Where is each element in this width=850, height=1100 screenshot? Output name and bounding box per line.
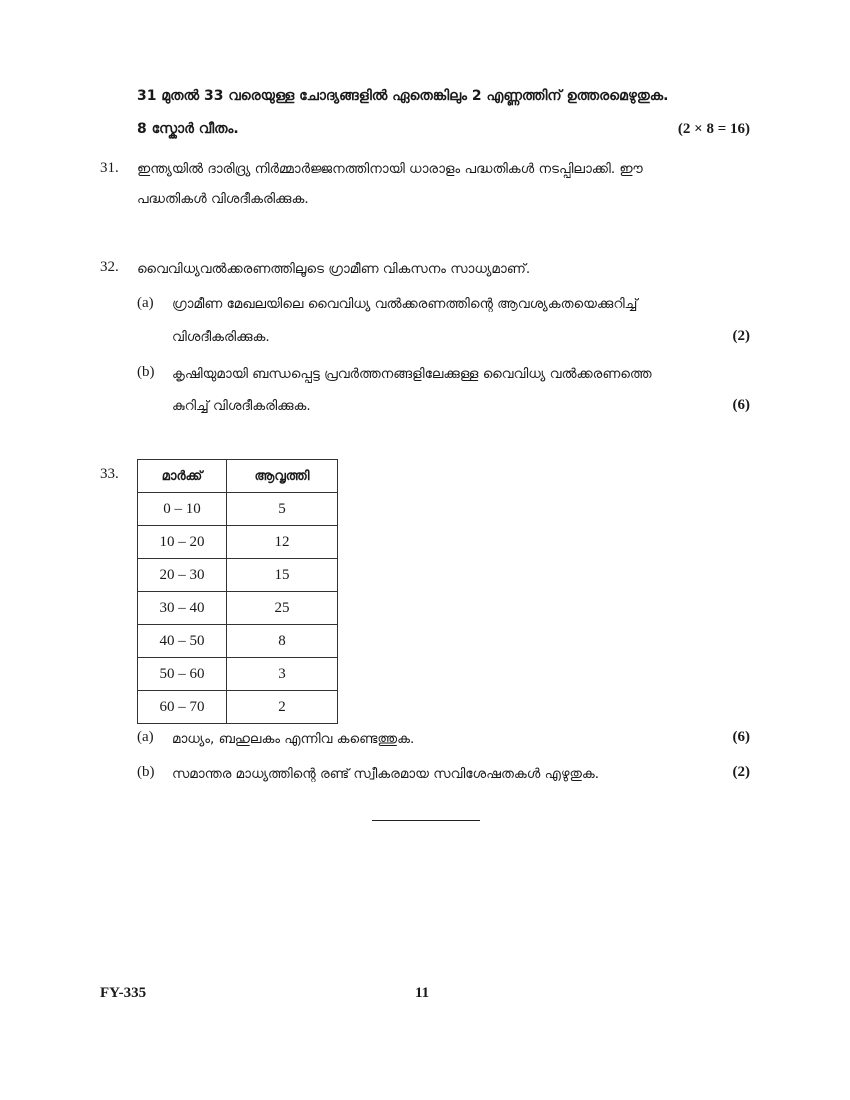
question-32-number: 32.	[100, 259, 119, 275]
table-cell-class: 10 – 20	[138, 526, 227, 559]
question-32a-marks: (2)	[732, 328, 750, 344]
table-row	[138, 592, 338, 625]
question-32b-line1: കൃഷിയുമായി ബന്ധപ്പെട്ട പ്രവർത്തനങ്ങളിലേക്കുള്ള വൈവിധ്യ വൽക്കരണത്തെ	[172, 366, 652, 382]
table-row	[138, 691, 338, 724]
table-row	[138, 493, 338, 526]
question-33b-marks: (2)	[732, 764, 750, 780]
table-cell-frequency: 5	[227, 493, 338, 526]
instructions-line1: 31 മുതൽ 33 വരെയുള്ള ചോദ്യങ്ങളിൽ ഏതെങ്കിലും 2 എണ്ണത്തിന് ഉത്തരമെഴുതുക.	[137, 88, 669, 104]
table-cell-class: 20 – 30	[138, 559, 227, 592]
question-32a-line2: വിശദീകരിക്കുക.	[172, 329, 270, 345]
table-row	[138, 625, 338, 658]
table-row	[138, 658, 338, 691]
page-number: 11	[415, 985, 430, 1001]
table-cell-frequency: 25	[227, 592, 338, 625]
question-33a-text: മാധ്യം, ബഹുലകം എന്നിവ കണ്ടെത്തുക.	[172, 731, 415, 747]
question-32b-label: (b)	[137, 364, 155, 380]
question-32-stem: വൈവിധ്യവൽക്കരണത്തിലൂടെ ഗ്രാമീണ വികസനം സാധ്യമാണ്.	[137, 261, 531, 277]
instructions-marks: (2 × 8 = 16)	[677, 121, 750, 137]
question-32a-label: (a)	[137, 295, 154, 311]
question-32b-marks: (6)	[732, 397, 750, 413]
table-header-frequency: ആവൃത്തി	[227, 460, 338, 493]
table-cell-frequency: 12	[227, 526, 338, 559]
question-32a-line1: ഗ്രാമീണ മേഖലയിലെ വൈവിധ്യ വൽക്കരണത്തിന്റെ ആവശ്യകതയെക്കുറിച്ച്	[172, 296, 638, 312]
question-33b-text: സമാന്തര മാധ്യത്തിന്റെ രണ്ട് സ്വീകരമായ സവിശേഷതകൾ എഴുതുക.	[172, 766, 600, 782]
table-row	[138, 559, 338, 592]
question-31-line1: ഇന്ത്യയിൽ ദാരിദ്ര്യ നിർമ്മാർജ്ജനത്തിനായി ധാരാളം പദ്ധതികൾ നടപ്പിലാക്കി. ഈ	[137, 161, 643, 177]
question-33a-marks: (6)	[732, 729, 750, 745]
question-33a-label: (a)	[137, 729, 154, 745]
question-32b-line2: കുറിച്ച് വിശദീകരിക്കുക.	[172, 398, 311, 414]
end-rule	[372, 820, 480, 821]
table-cell-frequency: 3	[227, 658, 338, 691]
table-cell-class: 40 – 50	[138, 625, 227, 658]
table-cell-class: 30 – 40	[138, 592, 227, 625]
table-cell-class: 50 – 60	[138, 658, 227, 691]
question-31-line2: പദ്ധതികൾ വിശദീകരിക്കുക.	[137, 191, 309, 207]
table-header-row	[138, 460, 338, 493]
question-33b-label: (b)	[137, 764, 155, 780]
frequency-table	[137, 459, 338, 724]
instructions-line2: 8 സ്കോർ വീതം.	[137, 121, 239, 137]
table-row	[138, 526, 338, 559]
table-header-marks: മാർക്ക്	[138, 460, 227, 493]
table-cell-class: 0 – 10	[138, 493, 227, 526]
footer-code: FY-335	[100, 985, 147, 1001]
question-31-number: 31.	[100, 160, 119, 176]
table-cell-frequency: 15	[227, 559, 338, 592]
table-cell-frequency: 8	[227, 625, 338, 658]
question-33-number: 33.	[100, 466, 119, 482]
table-cell-frequency: 2	[227, 691, 338, 724]
table-cell-class: 60 – 70	[138, 691, 227, 724]
